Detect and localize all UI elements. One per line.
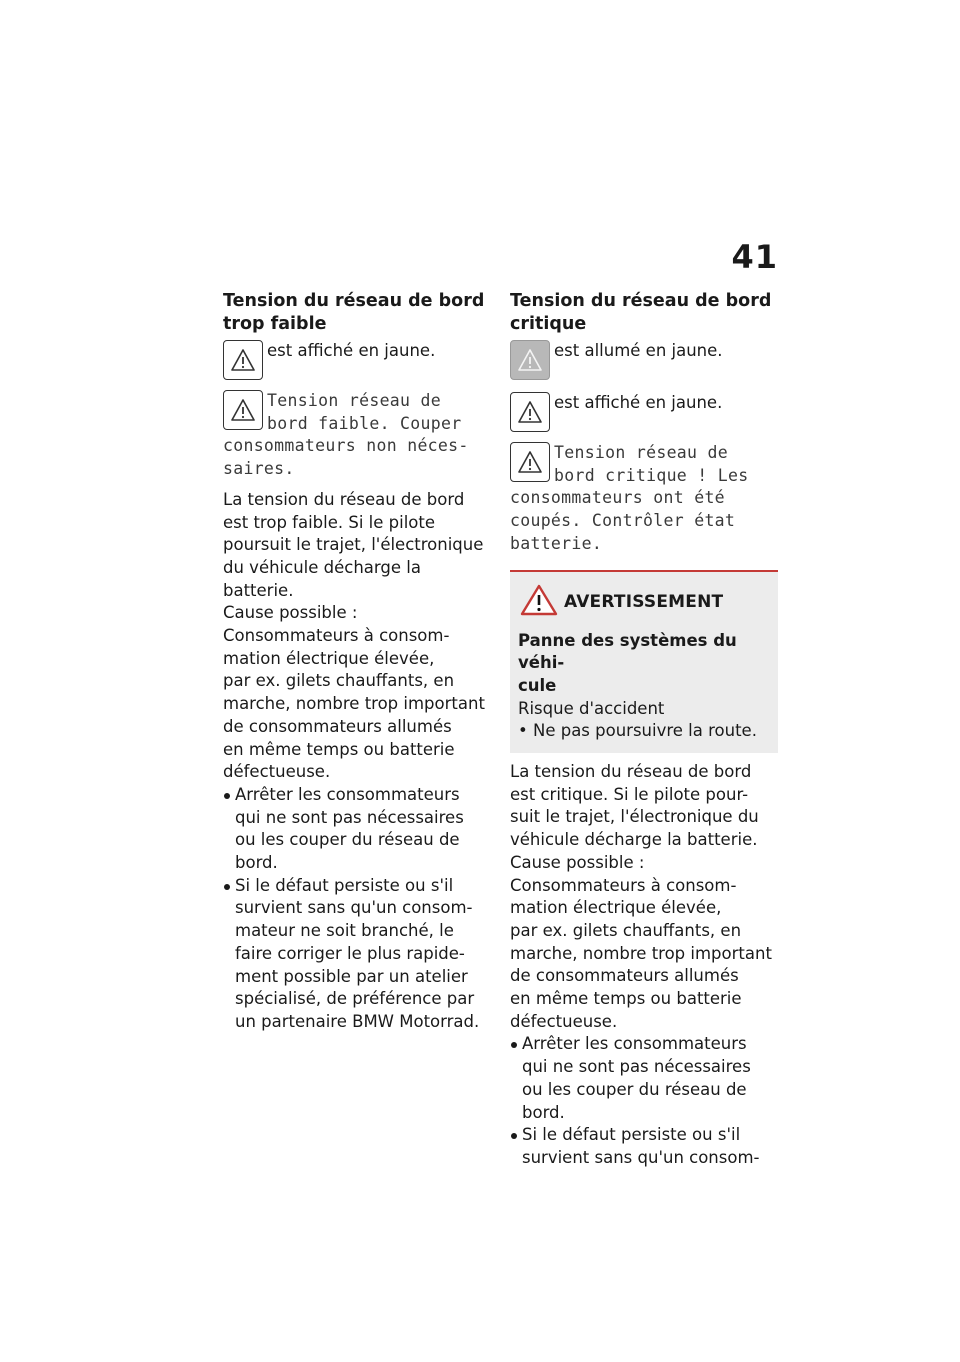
symbol-row: [510, 340, 778, 380]
warning-light-icon: [510, 340, 550, 380]
right-column: [510, 290, 778, 1170]
hazard-triangle-icon: [520, 584, 558, 620]
symbol-description: est allumé en jaune.: [554, 341, 723, 360]
cause-label: Cause possible :: [223, 603, 358, 623]
page-number: 41: [731, 238, 778, 276]
display-message: Tension réseau de bord critique ! Les consommateurs ont été coupés. Contrôler état batterie.: [510, 443, 749, 553]
warning-subtitle: Panne des systèmes du véhi- cule: [518, 630, 737, 695]
symbol-description: est affiché en jaune.: [554, 393, 723, 412]
warning-risk: Risque d'accident: [518, 698, 665, 718]
display-message: Tension réseau de bord faible. Couper consommateurs non néces- saires.: [223, 391, 469, 479]
cause-section: Cause possible : Consommateurs à consom- mation électrique élevée, par ex. gilets chauffants, en marche, nombre trop important de consommateurs allumés en même temps ou batterie défectueuse.: [510, 852, 778, 1034]
section-heading-low-voltage: Tension du réseau de bord trop faible: [223, 291, 485, 334]
symbol-description: est affiché en jaune.: [267, 341, 436, 360]
warning-action: • Ne pas poursuivre la route.: [518, 721, 757, 741]
warning-triangle-icon: [223, 390, 263, 430]
section-heading-critical-voltage: Tension du réseau de bord critique: [510, 291, 772, 334]
warning-triangle-icon: [510, 442, 550, 482]
list-item: Arrêter les consommateurs qui ne sont pas nécessaires ou les couper du réseau de bord.: [223, 784, 491, 875]
list-item: Arrêter les consommateurs qui ne sont pas nécessaires ou les couper du réseau de bord.: [510, 1033, 778, 1124]
warning-triangle-icon: [510, 392, 550, 432]
warning-box: [510, 570, 778, 754]
symbol-row: [223, 340, 491, 380]
cause-label: Cause possible :: [510, 852, 645, 872]
description: La tension du réseau de bord est trop faible. Si le pilote poursuit le trajet, l'électronique du véhicule décharge la batterie.: [223, 489, 484, 600]
list-item: Si le défaut persiste ou s'il survient sans qu'un consom- mateur ne soit branché, le faire corriger le plus rapide- ment possible par un atelier spécialisé, de préférence par un partenaire BMW Motorrad.: [223, 875, 491, 1034]
warning-triangle-icon: [223, 340, 263, 380]
description: La tension du réseau de bord est critique. Si le pilote pour- suit le trajet, l'électronique du véhicule décharge la batterie.: [510, 762, 759, 850]
list-item: Si le défaut persiste ou s'il survient sans qu'un consom-: [510, 1124, 778, 1169]
action-list: [510, 1033, 778, 1169]
action-list: [223, 784, 491, 1034]
cause-section: Cause possible : Consommateurs à consom- mation électrique élevée, par ex. gilets chauffants, en marche, nombre trop important de consommateurs allumés en même temps ou batterie défectueuse.: [223, 602, 491, 784]
symbol-row: [510, 392, 778, 432]
warning-title: AVERTISSEMENT: [564, 591, 724, 612]
left-column: [223, 290, 491, 1034]
